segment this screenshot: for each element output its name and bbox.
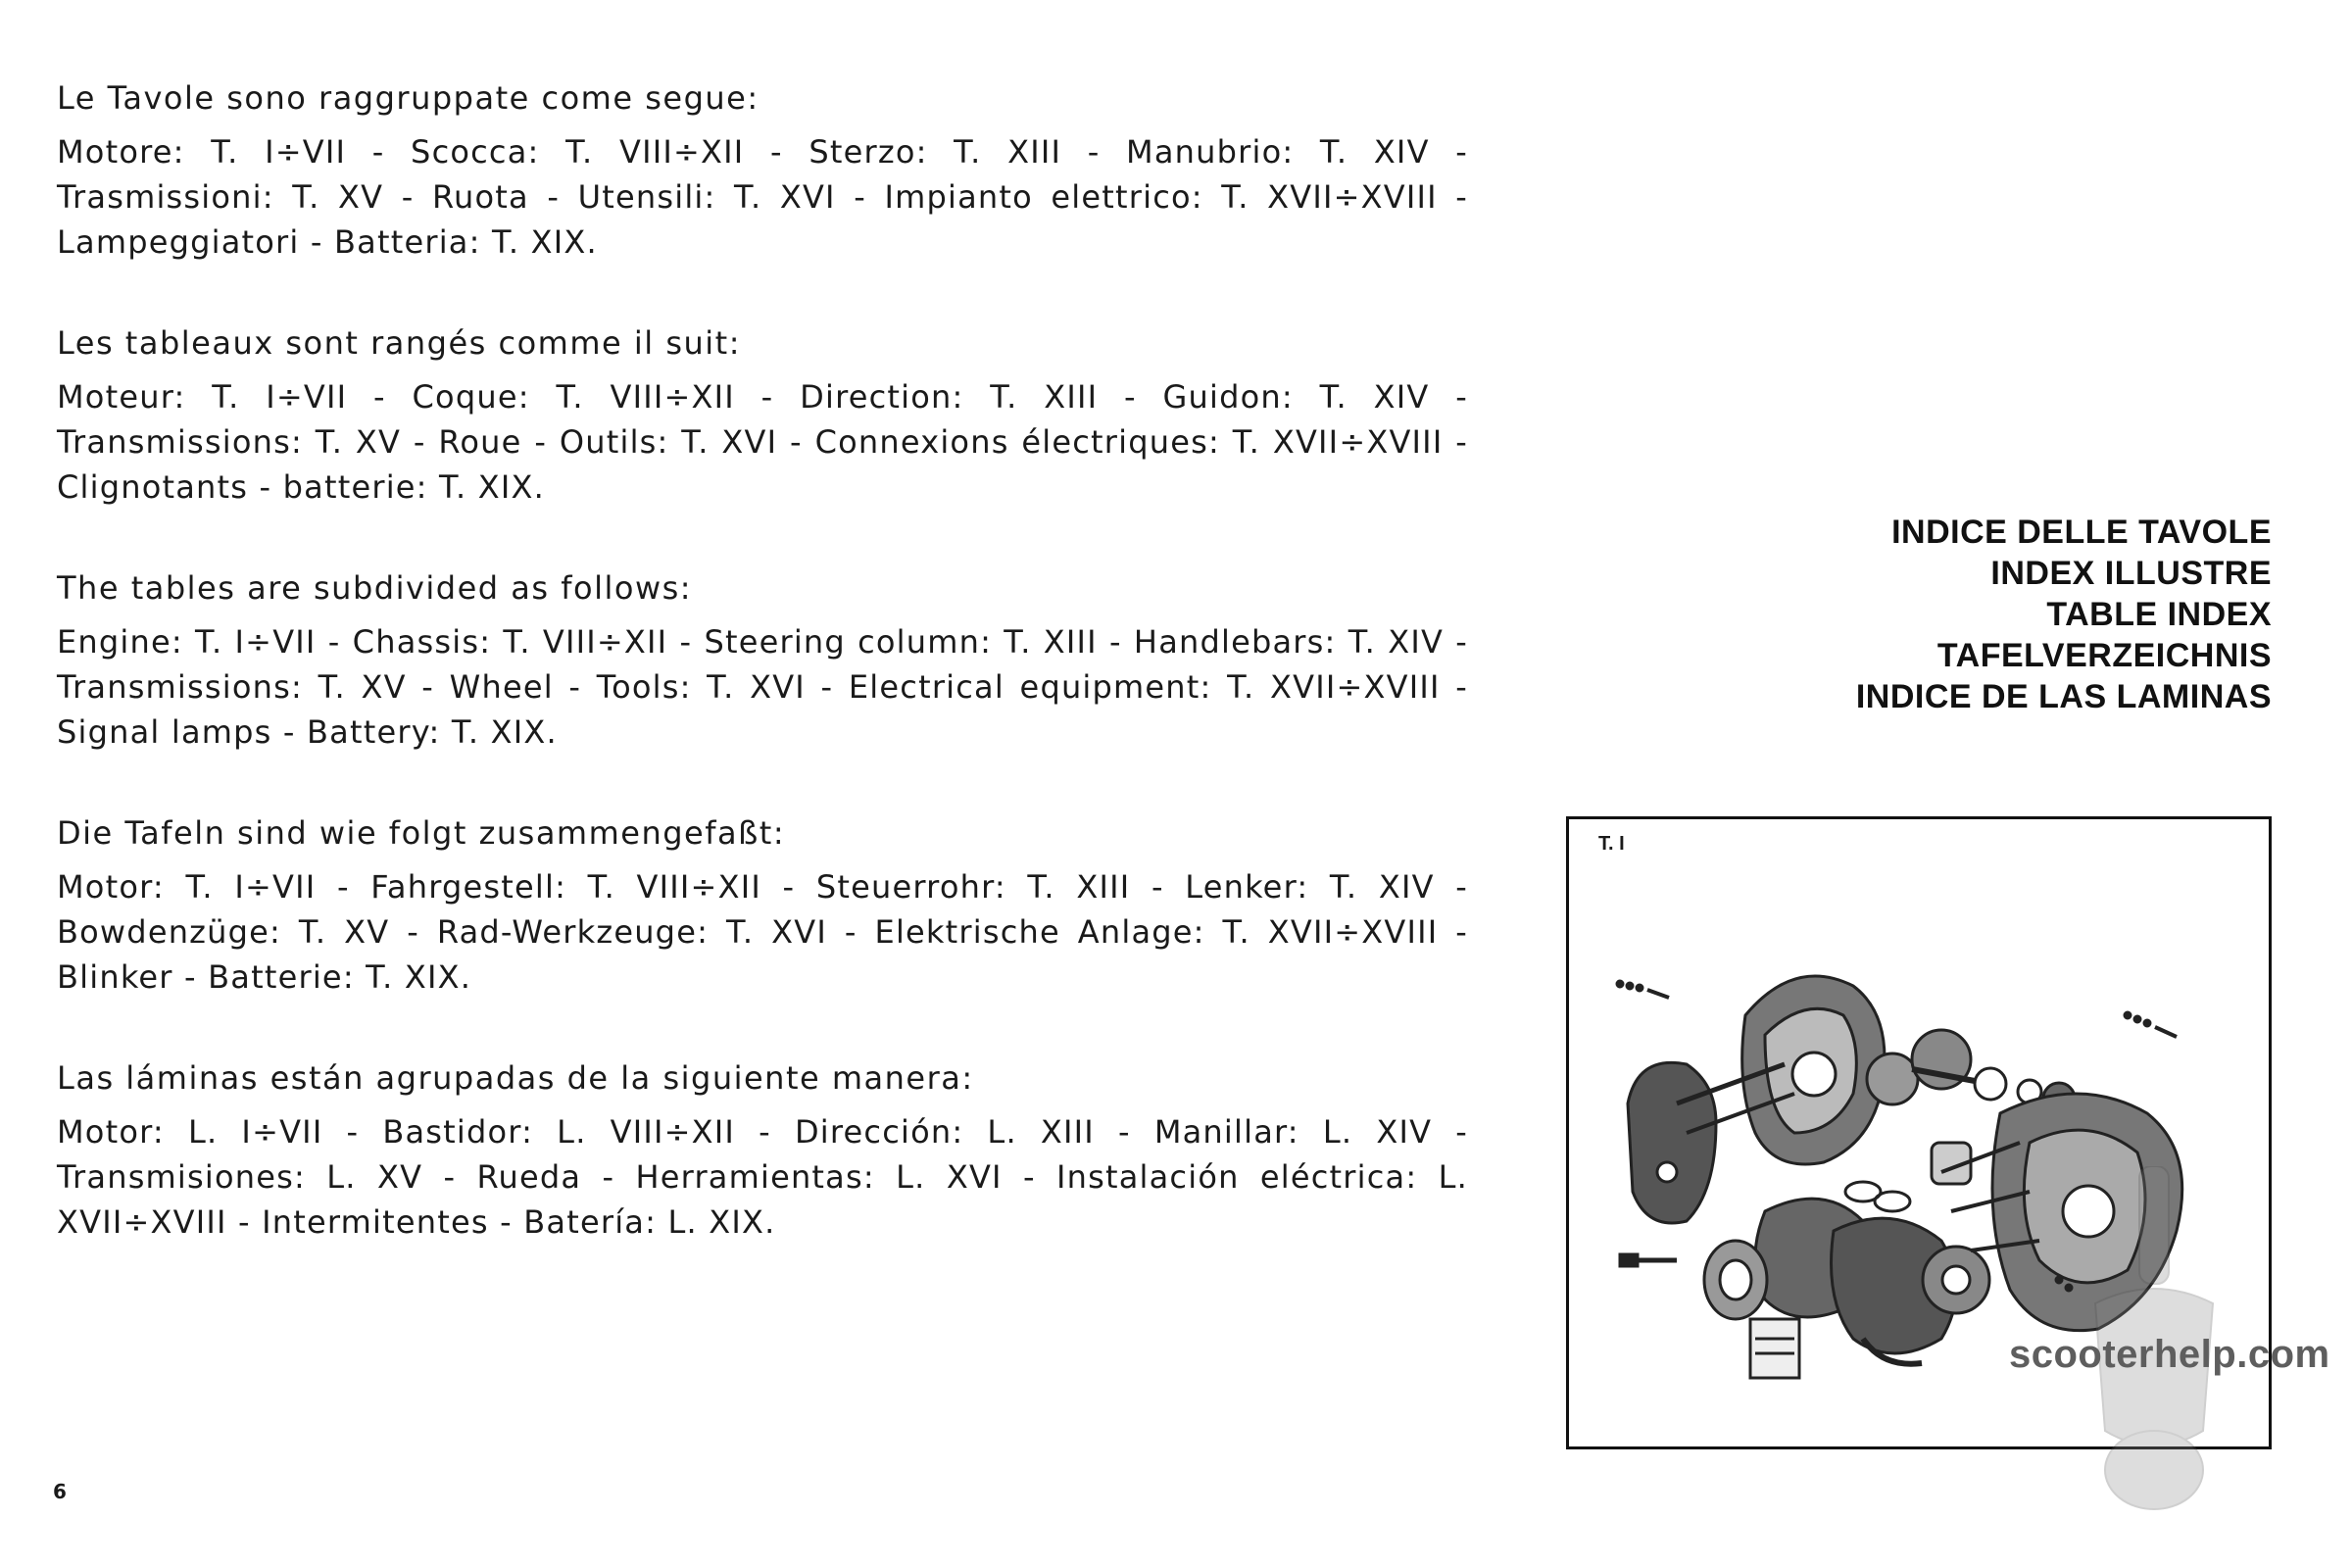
block-heading: Le Tavole sono raggruppate come segue: [57,79,760,117]
index-title-italian: INDICE DELLE TAVOLE [1891,514,2272,551]
block-body: Motor: T. I÷VII - Fahrgestell: T. VIII÷XII - Steuerrohr: T. XIII - Lenker: T. XIV - Bowdenzüge: T. XV - Rad-Werkzeuge: T. XVI - Elektrische Anlage: T. XVII÷XVIII - Blinker - Batterie: T. XIX. [57,868,1468,996]
block-italian [57,76,1468,265]
block-heading: Las láminas están agrupadas de la siguiente manera: [57,1059,974,1097]
index-title-english: TABLE INDEX [2046,596,2272,633]
block-body: Moteur: T. I÷VII - Coque: T. VIII÷XII - Direction: T. XIII - Guidon: T. XIV - Transmissions: T. XV - Roue - Outils: T. XVI - Connexions électriques: T. XVII÷XVIII - Clignotants - batterie: T. XIX. [57,378,1468,506]
block-french [57,321,1468,510]
index-titles [1856,512,2272,717]
watermark-text: scooterhelp.com [2009,1333,2330,1376]
index-title-spanish: INDICE DE LAS LAMINAS [1855,678,2272,715]
page-number: 6 [53,1480,67,1503]
block-body: Motor: L. I÷VII - Bastidor: L. VIII÷XII - Dirección: L. XIII - Manillar: L. XIV - Transmisiones: L. XV - Rueda - Herramientas: L. XVI - Instalación eléctrica: L. XVII÷XVIII - Intermitentes - Batería: L. XIX. [57,1113,1468,1241]
index-title-german: TAFELVERZEICHNIS [1936,637,2272,674]
index-title-french: INDEX ILLUSTRE [1990,555,2272,592]
figure-label: T. I [1598,833,1625,855]
block-english [57,566,1468,755]
block-heading: Les tableaux sont rangés comme il suit: [57,324,741,362]
block-body: Motore: T. I÷VII - Scocca: T. VIII÷XII - Sterzo: T. XIII - Manubrio: T. XIV - Trasmissioni: T. XV - Ruota - Utensili: T. XVI - Impianto elettrico: T. XVII÷XVIII - Lampeggiatori - Batteria: T. XIX. [57,133,1468,261]
block-german [57,811,1468,1000]
block-heading: Die Tafeln sind wie folgt zusammengefaßt: [57,814,786,852]
block-spanish [57,1056,1468,1245]
block-body: Engine: T. I÷VII - Chassis: T. VIII÷XII - Steering column: T. XIII - Handlebars: T. XIV - Transmissions: T. XV - Wheel - Tools: T. XVI - Electrical equipment: T. XVII÷XVIII - Signal lamps - Battery: T. XIX. [57,623,1468,751]
block-heading: The tables are subdivided as follows: [57,569,693,607]
